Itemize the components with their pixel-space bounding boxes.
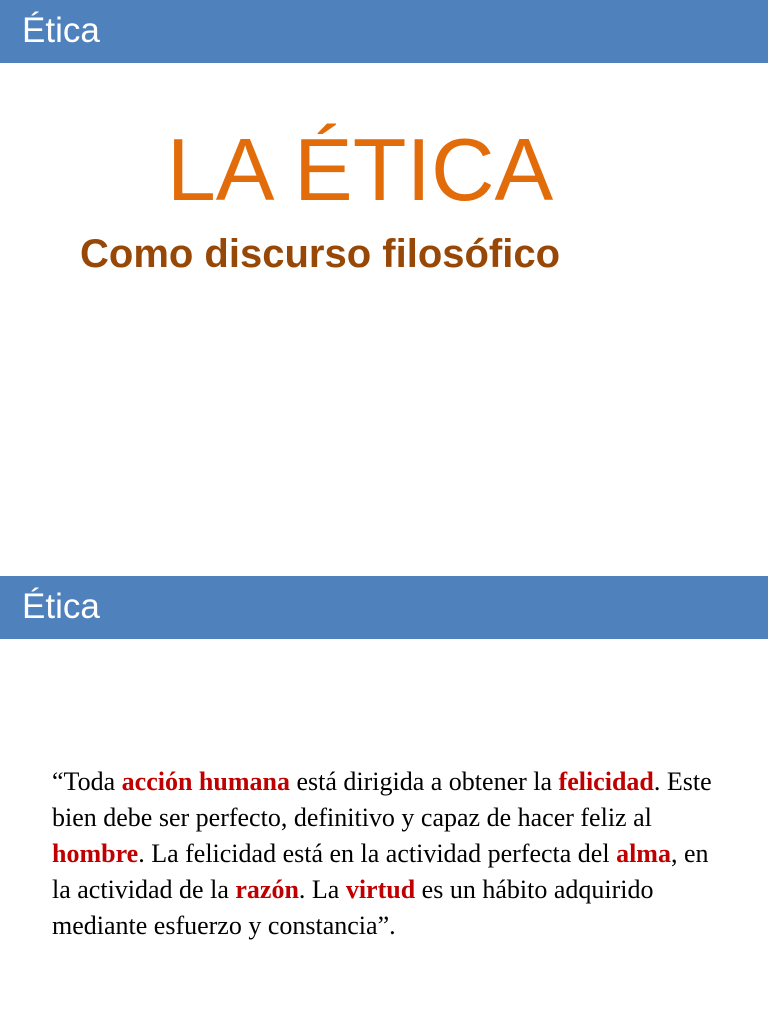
highlighted-term: felicidad — [558, 767, 654, 796]
slide-subtitle: Como discurso filosófico — [80, 232, 561, 276]
quote-paragraph — [52, 764, 722, 944]
slide-header-title: Ética — [22, 587, 100, 626]
slide-header-title: Ética — [22, 11, 100, 50]
highlighted-term: acción humana — [121, 767, 290, 796]
quote-text: . La felicidad está en la actividad perfecta del — [138, 839, 617, 868]
quote-text: . Este bien debe ser perfecto, definitivo y capaz de hacer feliz al — [52, 767, 712, 832]
highlighted-term: hombre — [52, 839, 139, 868]
highlighted-term: razón — [235, 875, 299, 904]
quote-text: está dirigida a obtener la — [289, 767, 559, 796]
quote-text: . La — [298, 875, 346, 904]
highlighted-term: alma — [616, 839, 671, 868]
slide-header-bar — [0, 576, 768, 639]
slide-quote — [0, 576, 768, 1024]
quote-text: , en la actividad de la — [52, 839, 709, 904]
quote-text: “Toda — [52, 767, 122, 796]
slide-main-title: LA ÉTICA — [166, 120, 554, 219]
quote-text: es un hábito adquirido mediante esfuerzo y constancia”. — [52, 875, 654, 940]
slide-header-bar — [0, 0, 768, 63]
highlighted-term: virtud — [345, 875, 416, 904]
